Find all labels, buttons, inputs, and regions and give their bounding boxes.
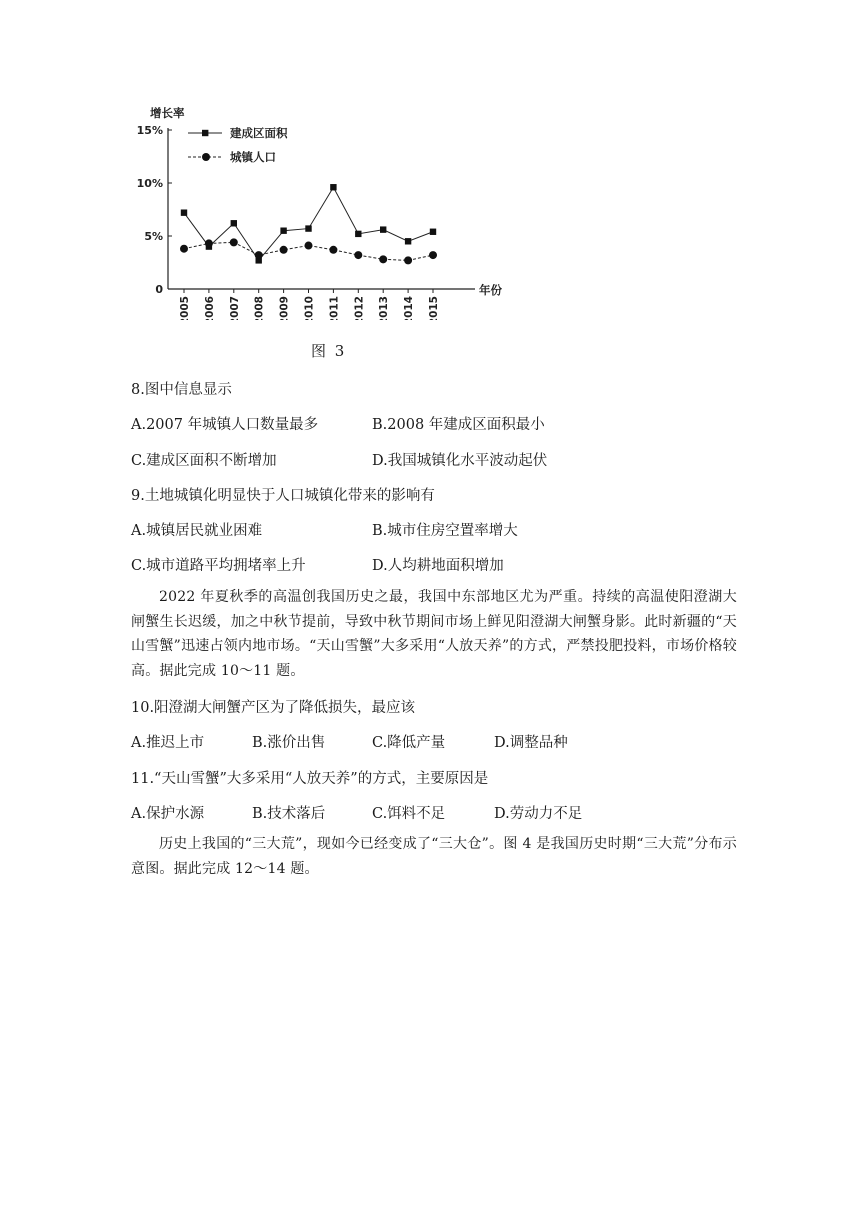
data-point-circle bbox=[354, 251, 362, 259]
question-10-option-c: C.降低产量 bbox=[372, 735, 446, 751]
data-point-circle bbox=[404, 256, 412, 264]
question-8-option-d: D.我国城镇化水平波动起伏 bbox=[372, 453, 548, 469]
question-9-stem: 9.土地城镇化明显快于人口城镇化带来的影响有 bbox=[131, 488, 435, 504]
x-tick-label: 2014 bbox=[403, 296, 416, 320]
x-tick-label: 2006 bbox=[203, 296, 216, 320]
x-tick-label: 2009 bbox=[278, 296, 291, 320]
data-point-square bbox=[380, 226, 386, 232]
question-10-option-d: D.调整品种 bbox=[494, 735, 568, 751]
line-chart-figure bbox=[120, 95, 540, 320]
data-point-circle bbox=[305, 242, 313, 250]
data-point-square bbox=[430, 229, 436, 235]
x-tick-label: 2008 bbox=[253, 296, 266, 320]
passage-three-wastelands: 历史上我国的“三大荒”，现如今已经变成了“三大仓”。图 4 是我国历史时期“三大荒”分布示意图。据此完成 12～14 题。 bbox=[131, 836, 737, 877]
data-point-circle bbox=[329, 246, 337, 254]
figure-caption: 图 3 bbox=[311, 342, 347, 360]
y-tick-label: 10% bbox=[136, 177, 163, 190]
data-point-circle bbox=[280, 246, 288, 254]
data-point-circle bbox=[230, 238, 238, 246]
x-tick-label: 2013 bbox=[378, 296, 391, 320]
passage-crab: 2022 年夏秋季的高温创我国历史之最，我国中东部地区尤为严重。持续的高温使阳澄湖大闸蟹生长迟缓，加之中秋节提前，导致中秋节期间市场上鲜见阳澄湖大闸蟹身影。此时新疆的“天山雪蟹”迅速占领内地市场。“天山雪蟹”大多采用“人放天养”的方式，严禁投肥投料，市场价格较高。据此完成 10～11 题。 bbox=[131, 589, 737, 679]
line-chart bbox=[120, 95, 540, 320]
x-tick-label: 2012 bbox=[353, 296, 366, 320]
question-8-option-c: C.建成区面积不断增加 bbox=[131, 453, 277, 469]
x-tick-label: 2010 bbox=[303, 296, 316, 320]
data-point-square bbox=[181, 209, 187, 215]
question-9-option-b: B.城市住房空置率增大 bbox=[372, 523, 518, 539]
question-11-option-c: C.饵料不足 bbox=[372, 806, 446, 822]
question-8-option-b: B.2008 年建成区面积最小 bbox=[372, 417, 545, 433]
data-point-circle bbox=[429, 251, 437, 259]
question-11-option-d: D.劳动力不足 bbox=[494, 806, 583, 822]
question-8-stem: 8.图中信息显示 bbox=[131, 382, 232, 398]
y-axis-title: 增长率 bbox=[150, 106, 185, 120]
x-tick-label: 2015 bbox=[428, 296, 440, 320]
y-tick-label: 15% bbox=[136, 124, 163, 137]
legend-marker-circle bbox=[202, 153, 210, 161]
data-point-square bbox=[405, 238, 411, 244]
question-8-option-a: A.2007 年城镇人口数量最多 bbox=[131, 417, 319, 433]
data-point-circle bbox=[180, 245, 188, 253]
y-tick-label: 5% bbox=[144, 230, 163, 243]
x-tick-label: 2007 bbox=[228, 296, 241, 320]
legend-label-1: 建成区面积 bbox=[230, 126, 288, 140]
question-10-option-a: A.推迟上市 bbox=[131, 735, 205, 751]
question-9-option-c: C.城市道路平均拥堵率上升 bbox=[131, 558, 306, 574]
question-10-option-b: B.涨价出售 bbox=[252, 735, 326, 751]
question-11-stem: 11.“天山雪蟹”大多采用“人放天养”的方式，主要原因是 bbox=[131, 771, 489, 787]
data-point-circle bbox=[255, 251, 263, 259]
data-point-square bbox=[280, 228, 286, 234]
data-point-square bbox=[330, 184, 336, 190]
x-axis-title: 年份 bbox=[479, 283, 502, 297]
x-tick-label: 2011 bbox=[328, 296, 341, 320]
question-11-option-a: A.保护水源 bbox=[131, 806, 205, 822]
question-9-option-d: D.人均耕地面积增加 bbox=[372, 558, 504, 574]
question-9-option-a: A.城镇居民就业困难 bbox=[131, 523, 263, 539]
y-tick-label: 0 bbox=[155, 283, 163, 296]
data-point-square bbox=[355, 231, 361, 237]
data-point-circle bbox=[379, 255, 387, 263]
x-tick-label: 2005 bbox=[179, 296, 191, 320]
question-10-stem: 10.阳澄湖大闸蟹产区为了降低损失，最应该 bbox=[131, 700, 416, 716]
data-point-square bbox=[231, 220, 237, 226]
legend-marker-square bbox=[202, 130, 208, 136]
data-point-circle bbox=[205, 239, 213, 247]
question-11-option-b: B.技术落后 bbox=[252, 806, 326, 822]
data-point-square bbox=[305, 225, 311, 231]
legend-label-2: 城镇人口 bbox=[230, 150, 276, 164]
